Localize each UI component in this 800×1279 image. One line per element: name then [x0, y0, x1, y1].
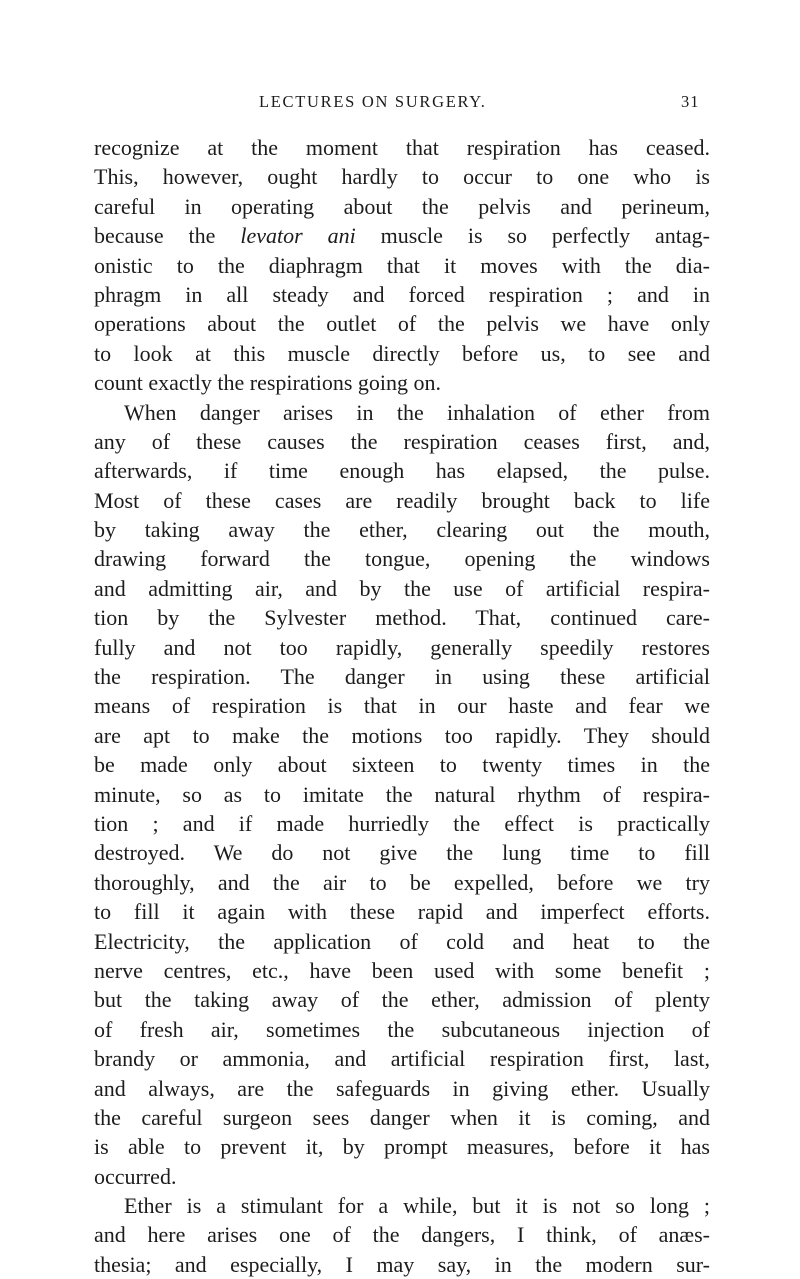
text-line: When danger arises in the inhalation of ether from [124, 399, 710, 425]
text-line: to fill it again with these rapid and imperfect efforts. [94, 899, 710, 925]
page-header [0, 88, 800, 118]
text-line: but the taking away of the ether, admission of plenty [94, 987, 710, 1013]
text-line: means of respiration is that in our haste and fear we [94, 693, 710, 719]
text-line: is able to prevent it, by prompt measures, before it has [94, 1134, 710, 1160]
text-line: and here arises one of the dangers, I think, of anæs- [94, 1222, 710, 1248]
text-line: the respiration. The danger in using these artificial [94, 664, 710, 690]
text-line: afterwards, if time enough has elapsed, the pulse. [94, 458, 710, 484]
text-line: occurred. [94, 1163, 177, 1189]
text-segment: because the [94, 223, 241, 249]
text-line: operations about the outlet of the pelvis we have only [94, 311, 710, 337]
text-line: any of these causes the respiration ceases first, and, [94, 428, 710, 454]
text-line: the careful surgeon sees danger when it is coming, and [94, 1104, 710, 1130]
text-line: fully and not too rapidly, generally speedily restores [94, 634, 710, 660]
text-line: of fresh air, sometimes the subcutaneous injection of [94, 1016, 710, 1042]
text-line: Most of these cases are readily brought back to life [94, 487, 710, 513]
text-line [94, 221, 710, 250]
text-line: nerve centres, etc., have been used with some benefit ; [94, 957, 710, 983]
text-line: thesia; and especially, I may say, in the modern sur- [94, 1251, 710, 1277]
text-line: tion ; and if made hurriedly the effect is practically [94, 810, 710, 836]
text-line: minute, so as to imitate the natural rhythm of respira- [94, 781, 710, 807]
text-line: and admitting air, and by the use of artificial respira- [94, 575, 710, 601]
text-line: by taking away the ether, clearing out the mouth, [94, 517, 710, 543]
text-line: Ether is a stimulant for a while, but it is not so long ; [124, 1193, 710, 1219]
running-head: LECTURES ON SURGERY. [259, 92, 487, 111]
text-line: count exactly the respirations going on. [94, 370, 442, 396]
text-line: destroyed. We do not give the lung time to fill [94, 840, 710, 866]
text-line: recognize at the moment that respiration has ceased. [94, 135, 710, 160]
text-line: onistic to the diaphragm that it moves with the dia- [94, 252, 710, 278]
italic-term: levator ani [240, 223, 356, 249]
text-segment: muscle is so perfectly antag- [355, 223, 710, 249]
text-line: Electricity, the application of cold and heat to the [94, 928, 710, 954]
text-line: and always, are the safeguards in giving ether. Usually [94, 1075, 710, 1101]
text-line: brandy or ammonia, and artificial respiration first, last, [94, 1046, 710, 1072]
page-body [94, 133, 710, 1279]
text-line: thoroughly, and the air to be expelled, before we try [94, 869, 710, 895]
text-line: to look at this muscle directly before us, to see and [94, 340, 710, 366]
text-line: are apt to make the motions too rapidly. They should [94, 722, 710, 748]
text-line: be made only about sixteen to twenty times in the [94, 752, 710, 778]
text-line: drawing forward the tongue, opening the windows [94, 546, 710, 572]
text-line: careful in operating about the pelvis and perineum, [94, 193, 710, 219]
page-number: 31 [681, 92, 700, 111]
text-line: This, however, ought hardly to occur to one who is [94, 164, 710, 190]
text-line: phragm in all steady and forced respiration ; and in [94, 281, 710, 307]
text-line: tion by the Sylvester method. That, continued care- [94, 605, 710, 631]
